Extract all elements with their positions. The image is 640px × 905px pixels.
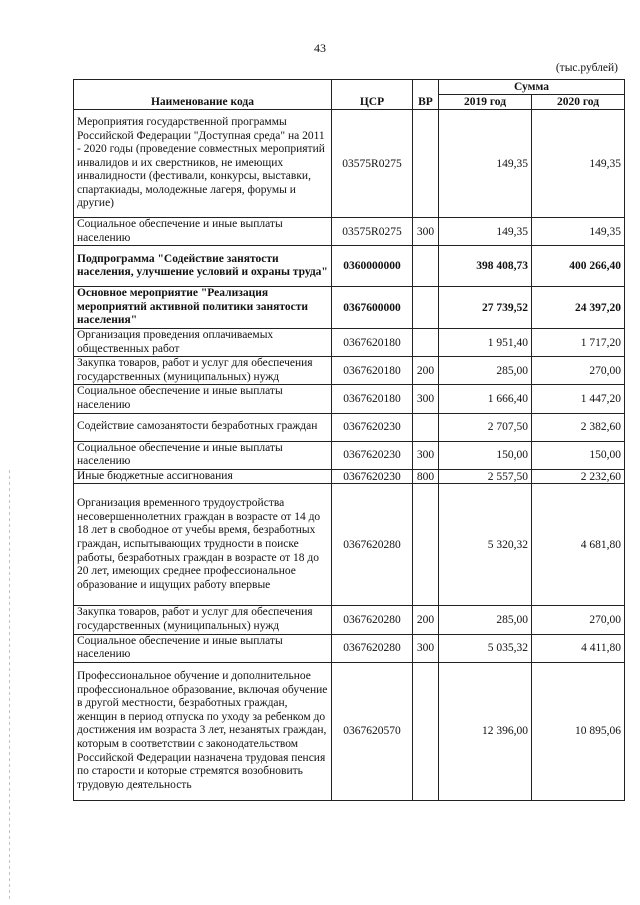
header-2020: 2020 год	[532, 95, 625, 110]
table-row	[74, 634, 625, 662]
row-2019: 2 557,50	[439, 469, 532, 484]
row-vr	[413, 287, 439, 329]
header-csr: ЦСР	[332, 80, 413, 110]
table-header	[74, 80, 625, 110]
table-body	[74, 110, 625, 801]
row-vr: 800	[413, 469, 439, 484]
row-csr: 0367620180	[332, 328, 413, 356]
row-name: Социальное обеспечение и иные выплаты населению	[74, 218, 332, 246]
row-2020: 4 681,80	[532, 484, 625, 606]
row-csr: 0367620230	[332, 413, 413, 441]
table-row	[74, 357, 625, 385]
header-vr: ВР	[413, 80, 439, 110]
row-vr: 300	[413, 218, 439, 246]
row-name: Иные бюджетные ассигнования	[74, 469, 332, 484]
row-name: Социальное обеспечение и иные выплаты населению	[74, 634, 332, 662]
row-csr: 0367620230	[332, 469, 413, 484]
row-csr: 0367620280	[332, 634, 413, 662]
units-label: (тыс.рублей)	[555, 62, 618, 74]
row-name: Закупка товаров, работ и услуг для обеспечения государственных (муниципальных) нужд	[74, 606, 332, 634]
row-2020: 10 895,06	[532, 662, 625, 800]
row-vr	[413, 328, 439, 356]
row-2019: 2 707,50	[439, 413, 532, 441]
row-2020: 400 266,40	[532, 246, 625, 287]
row-name: Организация временного трудоустройства несовершеннолетних граждан в возрасте от 14 до 18 лет в свободное от учебы время, безработных граждан, испытывающих трудности в поиске работы, безработных граждан в возрасте от 18 до 20 лет, имеющих среднее профессиональное образование и ищущих работу впервые	[74, 484, 332, 606]
row-vr: 200	[413, 357, 439, 385]
row-vr: 300	[413, 441, 439, 469]
table-row	[74, 662, 625, 800]
table-row	[74, 246, 625, 287]
row-2020: 150,00	[532, 441, 625, 469]
row-2020: 1 447,20	[532, 385, 625, 413]
table-row	[74, 287, 625, 329]
row-2019: 285,00	[439, 357, 532, 385]
row-name: Социальное обеспечение и иные выплаты населению	[74, 441, 332, 469]
row-2020: 270,00	[532, 606, 625, 634]
row-name: Мероприятия государственной программы Российской Федерации "Доступная среда" на 2011 - 2020 годы (проведение совместных мероприятий инвалидов и их сверстников, не имеющих инвалидности (фестивали, конкурсы, выставки, спартакиады, молодежные лагеря, форумы и другие)	[74, 110, 332, 218]
table-row	[74, 484, 625, 606]
row-2019: 27 739,52	[439, 287, 532, 329]
margin-dots	[9, 470, 11, 900]
row-name: Закупка товаров, работ и услуг для обеспечения государственных (муниципальных) нужд	[74, 357, 332, 385]
row-vr	[413, 246, 439, 287]
row-vr	[413, 484, 439, 606]
row-vr: 300	[413, 634, 439, 662]
row-name: Содействие самозанятости безработных граждан	[74, 413, 332, 441]
budget-table	[73, 79, 625, 801]
page-number: 43	[314, 41, 326, 55]
row-2020: 1 717,20	[532, 328, 625, 356]
row-2019: 1 951,40	[439, 328, 532, 356]
row-name: Подпрограмма "Содействие занятости населения, улучшение условий и охраны труда"	[74, 246, 332, 287]
row-2019: 5 320,32	[439, 484, 532, 606]
table-row	[74, 606, 625, 634]
row-2019: 5 035,32	[439, 634, 532, 662]
table-row	[74, 328, 625, 356]
row-2020: 149,35	[532, 110, 625, 218]
header-name: Наименование кода	[74, 80, 332, 110]
row-name: Профессиональное обучение и дополнительное профессиональное образование, включая обучение в другой местности, безработных граждан, женщин в период отпуска по уходу за ребенком до достижения им возраста 3 лет, незанятых граждан, которым в соответствии с законодательством Российской Федерации назначена трудовая пенсия по старости и которые стремятся возобновить трудовую деятельность	[74, 662, 332, 800]
row-2019: 1 666,40	[439, 385, 532, 413]
row-2020: 2 232,60	[532, 469, 625, 484]
row-csr: 0367620280	[332, 606, 413, 634]
row-2019: 149,35	[439, 110, 532, 218]
row-csr: 0367620180	[332, 385, 413, 413]
row-vr: 300	[413, 385, 439, 413]
row-name: Основное мероприятие "Реализация мероприятий активной политики занятости населения"	[74, 287, 332, 329]
row-csr: 0360000000	[332, 246, 413, 287]
row-vr	[413, 110, 439, 218]
row-2020: 2 382,60	[532, 413, 625, 441]
row-csr: 03575R0275	[332, 110, 413, 218]
row-csr: 0367600000	[332, 287, 413, 329]
row-vr	[413, 413, 439, 441]
row-vr: 200	[413, 606, 439, 634]
row-2020: 149,35	[532, 218, 625, 246]
row-csr: 0367620230	[332, 441, 413, 469]
row-2019: 398 408,73	[439, 246, 532, 287]
row-2019: 12 396,00	[439, 662, 532, 800]
row-name: Социальное обеспечение и иные выплаты населению	[74, 385, 332, 413]
row-vr	[413, 662, 439, 800]
row-2020: 270,00	[532, 357, 625, 385]
row-2019: 285,00	[439, 606, 532, 634]
row-csr: 0367620570	[332, 662, 413, 800]
row-2020: 4 411,80	[532, 634, 625, 662]
table-row	[74, 218, 625, 246]
row-csr: 0367620280	[332, 484, 413, 606]
row-2020: 24 397,20	[532, 287, 625, 329]
row-csr: 03575R0275	[332, 218, 413, 246]
header-sum: Сумма	[439, 80, 625, 95]
row-name: Организация проведения оплачиваемых общественных работ	[74, 328, 332, 356]
table-row	[74, 385, 625, 413]
row-csr: 0367620180	[332, 357, 413, 385]
table-row	[74, 441, 625, 469]
row-2019: 150,00	[439, 441, 532, 469]
table-row	[74, 413, 625, 441]
header-2019: 2019 год	[439, 95, 532, 110]
table-row	[74, 110, 625, 218]
row-2019: 149,35	[439, 218, 532, 246]
table-row	[74, 469, 625, 484]
